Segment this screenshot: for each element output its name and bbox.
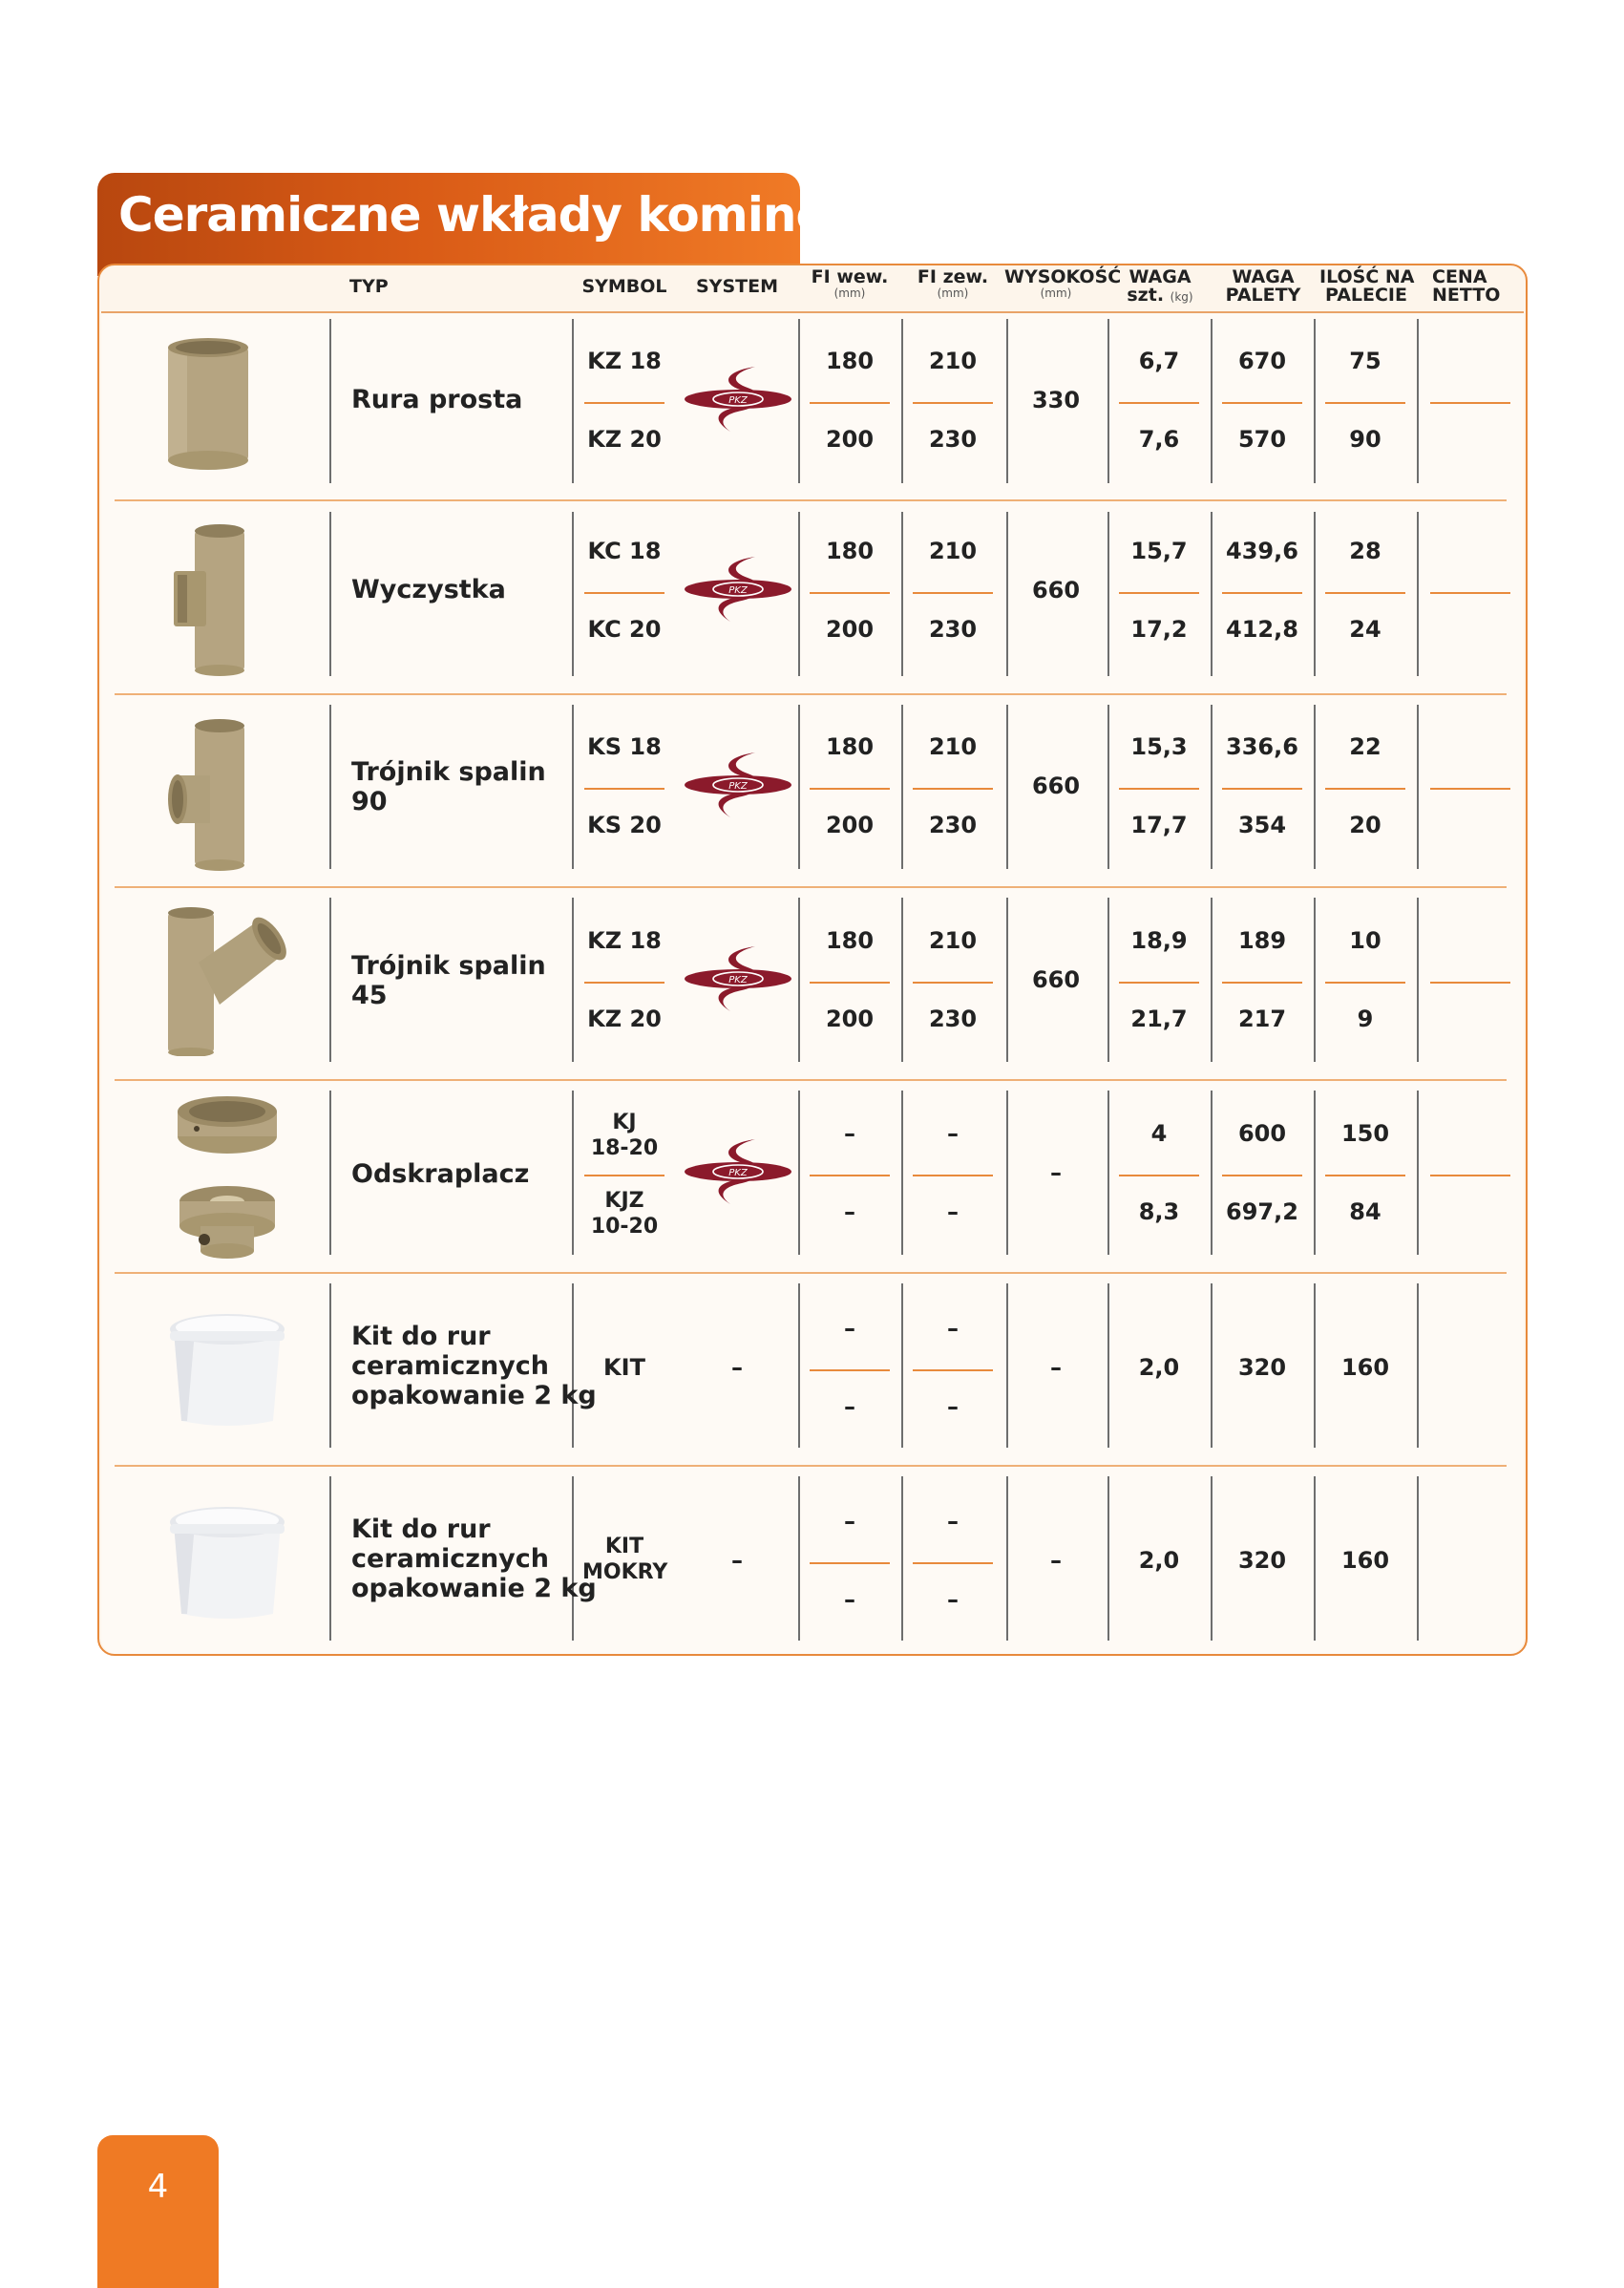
waga-top: 6,7 — [1138, 348, 1180, 374]
header-cena-label: CENA — [1432, 266, 1487, 287]
fi-zew-top: – — [947, 1120, 959, 1147]
column-divider — [572, 512, 574, 676]
header-wysokosc-label: WYSOKOŚĆ — [1004, 266, 1122, 287]
header-fi-wew-label: FI wew. — [811, 266, 889, 287]
column-divider — [1417, 1283, 1419, 1448]
system: – — [731, 1354, 743, 1381]
column-divider — [1314, 319, 1316, 483]
fi-wew-bottom: 200 — [825, 426, 875, 453]
waga-palety-bottom: 570 — [1237, 426, 1287, 453]
split-divider — [810, 982, 890, 984]
waga-bottom: 8,3 — [1138, 1198, 1180, 1225]
symbol-top: KZ 18 — [587, 927, 662, 954]
waga: 2,0 — [1138, 1354, 1180, 1381]
product-name-line: 45 — [351, 981, 388, 1010]
fi-zew-bottom: 230 — [928, 616, 978, 643]
column-divider — [1006, 1476, 1008, 1641]
ilosc-bottom: 90 — [1349, 426, 1381, 453]
product-name-line: 90 — [351, 787, 388, 816]
fi-wew-bottom: – — [844, 1198, 855, 1225]
waga-palety-top: 439,6 — [1226, 538, 1298, 564]
ilosc-bottom: 9 — [1357, 1006, 1374, 1032]
system: – — [731, 1547, 743, 1574]
symbol-bottom: KS 20 — [587, 812, 662, 838]
fi-wew-top: – — [844, 1315, 855, 1342]
waga-bottom: 7,6 — [1138, 426, 1180, 453]
ilosc-top: 10 — [1349, 927, 1381, 954]
symbol-top: KS 18 — [587, 733, 662, 760]
waga-bottom: 21,7 — [1130, 1006, 1188, 1032]
wysokosc: 660 — [1031, 773, 1081, 799]
waga-palety-bottom: 697,2 — [1226, 1198, 1298, 1225]
split-divider — [1119, 402, 1199, 404]
product-name-line: Kit do rur — [351, 1515, 491, 1544]
header-waga-szt — [1123, 268, 1197, 307]
row-separator — [115, 693, 1507, 695]
symbol-bottom — [582, 1188, 666, 1239]
waga-top: 18,9 — [1130, 927, 1188, 954]
split-divider — [810, 1369, 890, 1371]
row-separator — [115, 499, 1507, 501]
waga-bottom: 17,7 — [1130, 812, 1188, 838]
header-waga-szt-unit: (kg) — [1170, 290, 1193, 304]
product-name-line: Kit do rur — [351, 1322, 491, 1351]
fi-zew-bottom: 230 — [928, 1006, 978, 1032]
split-divider — [1222, 788, 1302, 790]
row-separator — [115, 1272, 1507, 1274]
ilosc: 160 — [1340, 1547, 1390, 1574]
split-divider — [913, 1562, 993, 1564]
split-divider — [810, 1175, 890, 1176]
column-divider — [798, 1091, 800, 1255]
symbol-bottom-line: KJZ — [604, 1189, 644, 1213]
ilosc-top: 75 — [1349, 348, 1381, 374]
ilosc-bottom: 24 — [1349, 616, 1381, 643]
wysokosc: 330 — [1031, 387, 1081, 413]
column-divider — [329, 1091, 331, 1255]
split-divider — [584, 982, 664, 984]
waga-palety-top: 189 — [1237, 927, 1287, 954]
column-divider — [798, 512, 800, 676]
header-fi-wew — [810, 268, 890, 300]
header-waga-palety — [1222, 268, 1304, 305]
column-divider — [1314, 1283, 1316, 1448]
fi-zew-bottom: – — [947, 1198, 959, 1225]
split-divider — [913, 788, 993, 790]
column-divider — [901, 319, 903, 483]
waga: 2,0 — [1138, 1547, 1180, 1574]
split-divider — [1222, 592, 1302, 594]
fi-wew-top: 180 — [825, 348, 875, 374]
header-typ: TYP — [349, 276, 389, 297]
column-divider — [1107, 319, 1109, 483]
ilosc-top: 150 — [1340, 1120, 1390, 1147]
split-divider — [584, 788, 664, 790]
fi-zew-top: 210 — [928, 927, 978, 954]
split-divider — [1430, 788, 1510, 790]
fi-wew-bottom: 200 — [825, 616, 875, 643]
symbol-top: KZ 18 — [587, 348, 662, 374]
split-divider — [1119, 592, 1199, 594]
row-separator — [115, 1465, 1507, 1467]
split-divider — [913, 592, 993, 594]
tee-45-icon — [160, 905, 290, 1056]
header-wysokosc — [1004, 266, 1122, 300]
column-divider — [1006, 1091, 1008, 1255]
symbol-bottom: KC 20 — [587, 616, 662, 643]
waga-palety-top: 336,6 — [1226, 733, 1298, 760]
product-name: Odskraplacz — [351, 1159, 530, 1189]
row-separator — [115, 1079, 1507, 1081]
column-divider — [1006, 898, 1008, 1062]
column-divider — [1417, 1476, 1419, 1641]
product-name-line: Trójnik spalin — [351, 757, 546, 787]
fi-zew-top: – — [947, 1508, 959, 1535]
product-name: Wyczystka — [351, 575, 506, 604]
waga-palety-bottom: 354 — [1237, 812, 1287, 838]
row-separator — [115, 886, 1507, 888]
column-divider — [1314, 1091, 1316, 1255]
column-divider — [1211, 1476, 1213, 1641]
column-divider — [901, 1283, 903, 1448]
split-divider — [584, 402, 664, 404]
column-divider — [1417, 705, 1419, 869]
split-divider — [913, 1175, 993, 1176]
pkz-logo-icon — [681, 747, 795, 823]
fi-wew-bottom: – — [844, 1393, 855, 1420]
header-ilosc-label: ILOŚĆ NA — [1319, 266, 1415, 287]
fi-wew-bottom: 200 — [825, 812, 875, 838]
split-divider — [1119, 1175, 1199, 1176]
split-divider — [1222, 402, 1302, 404]
product-name-line: ceramicznych — [351, 1351, 550, 1381]
split-divider — [1119, 788, 1199, 790]
column-divider — [1211, 1091, 1213, 1255]
fi-wew-top: 180 — [825, 538, 875, 564]
split-divider — [1430, 592, 1510, 594]
column-divider — [1006, 705, 1008, 869]
column-divider — [901, 898, 903, 1062]
column-divider — [1417, 898, 1419, 1062]
header-waga-szt-label: WAGA — [1128, 266, 1192, 287]
cleanout-pipe-icon — [168, 523, 254, 676]
fi-wew-bottom: 200 — [825, 1006, 875, 1032]
header-waga-szt-label-2: szt. — [1127, 285, 1165, 306]
ilosc: 160 — [1340, 1354, 1390, 1381]
header-system: SYSTEM — [696, 276, 778, 297]
column-divider — [329, 898, 331, 1062]
split-divider — [1430, 982, 1510, 984]
symbol-bottom-line: 10-20 — [590, 1215, 659, 1239]
column-divider — [1211, 705, 1213, 869]
header-wysokosc-unit: (mm) — [1040, 286, 1072, 300]
column-divider — [798, 898, 800, 1062]
page-number: 4 — [147, 2168, 169, 2206]
waga-palety-bottom: 412,8 — [1226, 616, 1298, 643]
column-divider — [1107, 1091, 1109, 1255]
split-divider — [810, 1562, 890, 1564]
column-divider — [901, 512, 903, 676]
column-divider — [329, 1283, 331, 1448]
split-divider — [584, 1175, 664, 1176]
product-name — [351, 757, 546, 816]
fi-wew-top: 180 — [825, 927, 875, 954]
fi-wew-top: – — [844, 1508, 855, 1535]
header-symbol: SYMBOL — [581, 276, 667, 297]
column-divider — [329, 512, 331, 676]
product-name — [351, 1515, 597, 1603]
split-divider — [1430, 1175, 1510, 1176]
column-divider — [798, 319, 800, 483]
column-divider — [901, 1476, 903, 1641]
fi-zew-top: 210 — [928, 348, 978, 374]
split-divider — [584, 592, 664, 594]
header-cena-label-2: NETTO — [1432, 285, 1501, 306]
column-divider — [329, 1476, 331, 1641]
fi-zew-bottom: 230 — [928, 426, 978, 453]
fi-zew-bottom: – — [947, 1586, 959, 1613]
fi-wew-bottom: – — [844, 1586, 855, 1613]
product-name: Rura prosta — [351, 385, 523, 414]
ilosc-bottom: 20 — [1349, 812, 1381, 838]
column-divider — [798, 1283, 800, 1448]
waga-top: 4 — [1150, 1120, 1168, 1147]
column-divider — [1211, 319, 1213, 483]
column-divider — [798, 1476, 800, 1641]
waga-palety: 320 — [1237, 1354, 1287, 1381]
split-divider — [1222, 982, 1302, 984]
product-name — [351, 1322, 597, 1410]
fi-wew-top: 180 — [825, 733, 875, 760]
waga-palety-top: 600 — [1237, 1120, 1287, 1147]
tee-90-icon — [166, 718, 254, 871]
header-fi-wew-unit: (mm) — [833, 286, 866, 300]
waga-top: 15,3 — [1130, 733, 1188, 760]
pkz-logo-icon — [681, 941, 795, 1017]
column-divider — [901, 1091, 903, 1255]
column-divider — [1006, 319, 1008, 483]
column-divider — [1107, 1476, 1109, 1641]
split-divider — [913, 1369, 993, 1371]
ilosc-top: 28 — [1349, 538, 1381, 564]
wysokosc: – — [1050, 1354, 1062, 1381]
header-cena — [1432, 266, 1501, 306]
fi-zew-top: – — [947, 1315, 959, 1342]
column-divider — [1211, 898, 1213, 1062]
column-divider — [798, 705, 800, 869]
column-divider — [1107, 1283, 1109, 1448]
split-divider — [1325, 592, 1405, 594]
split-divider — [810, 592, 890, 594]
header-waga-palety-label-2: PALETY — [1225, 285, 1301, 306]
header-fi-zew-label: FI zew. — [917, 266, 989, 287]
pkz-logo-icon — [681, 361, 795, 437]
waga-bottom: 17,2 — [1130, 616, 1188, 643]
waga-palety-bottom: 217 — [1237, 1006, 1287, 1032]
column-divider — [1314, 705, 1316, 869]
bucket-icon — [166, 1308, 288, 1430]
ilosc-bottom: 84 — [1349, 1198, 1381, 1225]
product-name-line: opakowanie 2 kg — [351, 1574, 597, 1603]
split-divider — [1325, 402, 1405, 404]
wysokosc: – — [1050, 1547, 1062, 1574]
pkz-logo-icon — [681, 1133, 795, 1210]
product-name-line: ceramicznych — [351, 1544, 550, 1574]
column-divider — [329, 319, 331, 483]
split-divider — [1222, 1175, 1302, 1176]
symbol-bottom: KZ 20 — [587, 426, 662, 453]
header-waga-palety-label: WAGA — [1232, 266, 1295, 287]
product-name — [351, 951, 546, 1010]
wysokosc: 660 — [1031, 966, 1081, 993]
fi-zew-top: 210 — [928, 733, 978, 760]
waga-top: 15,7 — [1130, 538, 1188, 564]
column-divider — [1314, 512, 1316, 676]
column-divider — [1006, 512, 1008, 676]
split-divider — [1325, 1175, 1405, 1176]
column-divider — [1107, 512, 1109, 676]
waga-palety-top: 670 — [1237, 348, 1287, 374]
split-divider — [810, 788, 890, 790]
symbol-top-line: 18-20 — [590, 1136, 659, 1160]
column-divider — [901, 705, 903, 869]
pkz-logo-icon — [681, 551, 795, 627]
symbol: KIT — [603, 1354, 645, 1381]
fi-wew-top: – — [844, 1120, 855, 1147]
page-title: Ceramiczne wkłady kominowe — [118, 187, 902, 243]
column-divider — [1314, 1476, 1316, 1641]
product-name-line: opakowanie 2 kg — [351, 1381, 597, 1410]
split-divider — [1430, 402, 1510, 404]
column-divider — [1417, 1091, 1419, 1255]
symbol-bottom: KZ 20 — [587, 1006, 662, 1032]
header-fi-zew — [913, 268, 993, 300]
column-divider — [572, 1091, 574, 1255]
column-divider — [1107, 705, 1109, 869]
ilosc-top: 22 — [1349, 733, 1381, 760]
symbol-top — [582, 1110, 666, 1161]
symbol-top-line: KJ — [612, 1111, 637, 1134]
wysokosc: – — [1050, 1159, 1062, 1186]
header-ilosc-label-2: PALECIE — [1325, 285, 1407, 306]
symbol-line: KIT — [604, 1535, 644, 1558]
product-name-line: Trójnik spalin — [351, 951, 546, 981]
column-divider — [1107, 898, 1109, 1062]
column-divider — [572, 705, 574, 869]
bucket-icon — [166, 1501, 288, 1623]
symbol — [582, 1534, 666, 1585]
column-divider — [1006, 1283, 1008, 1448]
symbol-line: MOKRY — [582, 1560, 668, 1584]
fi-zew-bottom: – — [947, 1393, 959, 1420]
column-divider — [572, 319, 574, 483]
column-divider — [572, 898, 574, 1062]
column-divider — [1211, 512, 1213, 676]
symbol-top: KC 18 — [587, 538, 662, 564]
column-divider — [1314, 898, 1316, 1062]
fi-zew-bottom: 230 — [928, 812, 978, 838]
column-divider — [329, 705, 331, 869]
page-number-tab — [97, 2135, 219, 2288]
split-divider — [913, 982, 993, 984]
waga-palety: 320 — [1237, 1547, 1287, 1574]
fi-zew-top: 210 — [928, 538, 978, 564]
split-divider — [913, 402, 993, 404]
column-divider — [1211, 1283, 1213, 1448]
wysokosc: 660 — [1031, 577, 1081, 604]
header-ilosc — [1319, 268, 1413, 305]
column-divider — [1417, 512, 1419, 676]
split-divider — [1119, 982, 1199, 984]
condensate-trap-icon — [172, 1094, 286, 1262]
pipe-straight-icon — [164, 336, 252, 470]
split-divider — [810, 402, 890, 404]
column-divider — [1417, 319, 1419, 483]
split-divider — [1325, 788, 1405, 790]
header-fi-zew-unit: (mm) — [937, 286, 969, 300]
split-divider — [1325, 982, 1405, 984]
